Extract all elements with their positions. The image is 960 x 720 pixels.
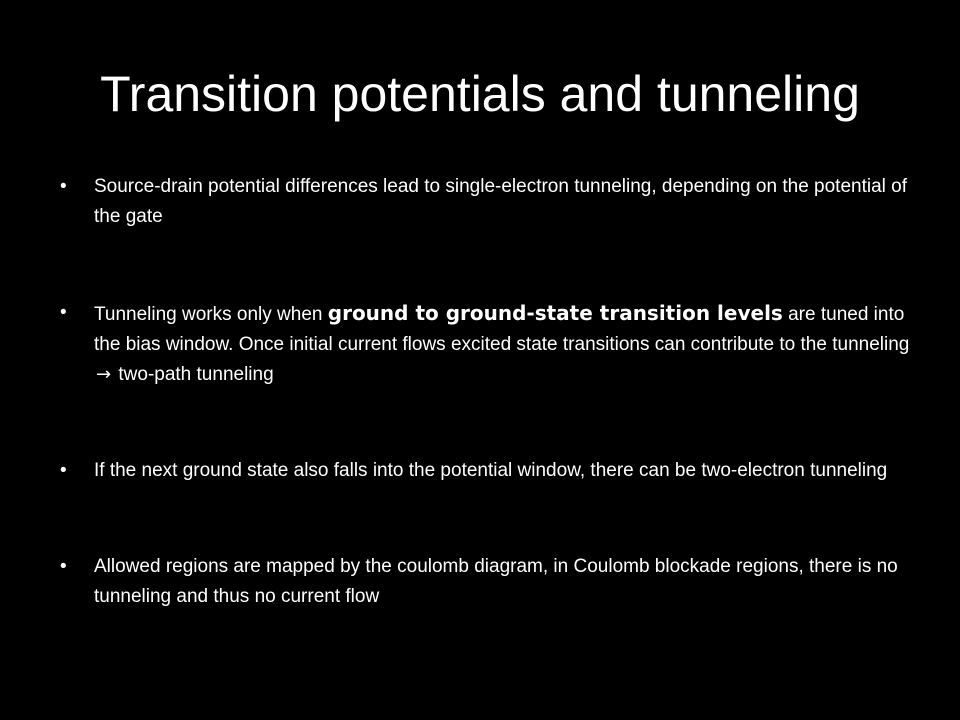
bullet-item [60,298,920,390]
bullet-item [60,172,920,232]
bullet-list [60,172,920,612]
right-arrow-icon: → [96,364,112,385]
bullet-item [60,456,920,486]
bullet-emphasis: ground to ground-state transition levels [327,301,783,325]
bullet-text: If the next ground state also falls into the potential window, there can be two-electron tunneling [94,460,888,481]
bullet-dot-icon: • [60,176,67,197]
bullet-dot-icon: • [60,302,67,323]
bullet-item [60,552,920,612]
bullet-text: Source-drain potential differences lead to single-electron tunneling, depending on the potential of the gate [94,176,907,227]
bullet-text-end: two-path tunneling [113,364,274,385]
bullet-dot-icon: • [60,460,67,481]
slide-title: Transition potentials and tunneling [100,66,860,122]
bullet-text: Allowed regions are mapped by the coulomb diagram, in Coulomb blockade regions, there is no tunneling and thus no current flow [94,556,898,607]
bullet-dot-icon: • [60,556,67,577]
bullet-text-middle: are tuned into the bias window. Once initial current flows excited state transitions can contribute to the tunneling [94,304,910,355]
bullet-text-start: Tunneling works only when [94,304,328,325]
